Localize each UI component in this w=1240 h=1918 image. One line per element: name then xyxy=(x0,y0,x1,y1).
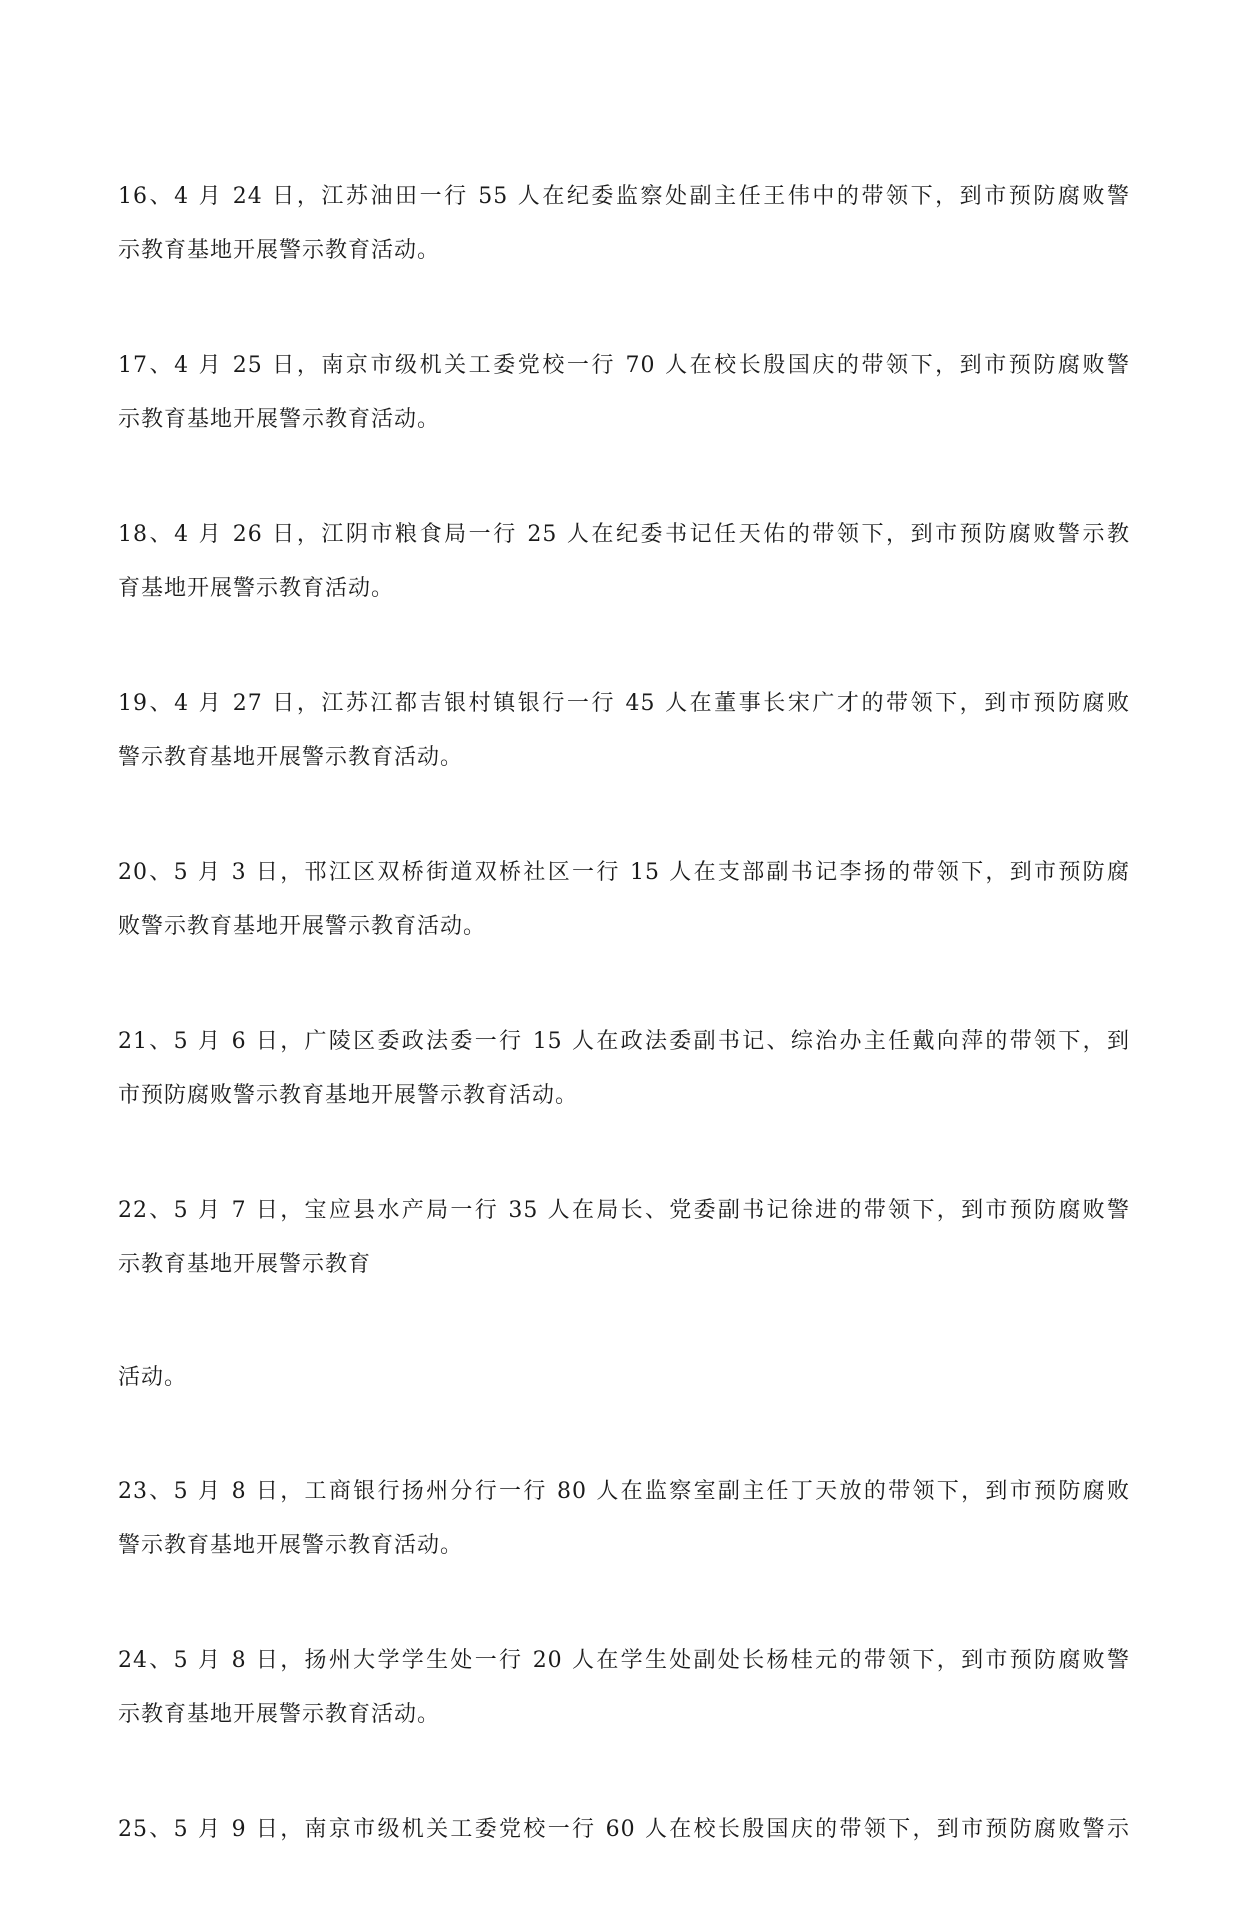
list-item-18 xyxy=(118,508,1130,616)
entry-line-1: 23、5 月 8 日，工商银行扬州分行一行 80 人在监察室副主任丁天放的带领下，到市预防腐败 xyxy=(118,1479,1130,1504)
list-item-25 xyxy=(118,1803,1130,1857)
entry-line-1: 19、4 月 27 日，江苏江都吉银村镇银行一行 45 人在董事长宋广才的带领下，到市预防腐败 xyxy=(118,691,1130,716)
entry-line-2: 败警示教育基地开展警示教育活动。 xyxy=(118,914,487,939)
entry-line-1: 21、5 月 6 日，广陵区委政法委一行 15 人在政法委副书记、综治办主任戴向萍的带领下，到 xyxy=(118,1029,1130,1054)
list-item-22 xyxy=(118,1184,1130,1292)
list-item-19 xyxy=(118,677,1130,785)
entry-line-2: 示教育基地开展警示教育活动。 xyxy=(118,407,441,432)
entry-line-2: 示教育基地开展警示教育活动。 xyxy=(118,1702,441,1727)
list-item-21 xyxy=(118,1015,1130,1123)
entry-line-2: 警示教育基地开展警示教育活动。 xyxy=(118,1533,464,1558)
entry-line-1: 20、5 月 3 日，邗江区双桥街道双桥社区一行 15 人在支部副书记李扬的带领下，到市预防腐 xyxy=(118,860,1130,885)
entry-line-2: 示教育基地开展警示教育 xyxy=(118,1252,372,1277)
entry-line-1: 18、4 月 26 日，江阴市粮食局一行 25 人在纪委书记任天佑的带领下，到市预防腐败警示教 xyxy=(118,522,1130,547)
entry-line-2: 市预防腐败警示教育基地开展警示教育活动。 xyxy=(118,1083,579,1108)
list-item-20 xyxy=(118,846,1130,954)
entry-line-1: 24、5 月 8 日，扬州大学学生处一行 20 人在学生处副处长杨桂元的带领下，到市预防腐败警 xyxy=(118,1648,1130,1673)
entry-line-2: 育基地开展警示教育活动。 xyxy=(118,576,395,601)
list-item-17 xyxy=(118,339,1130,447)
list-item-23 xyxy=(118,1465,1130,1573)
entry-line-2: 示教育基地开展警示教育活动。 xyxy=(118,238,441,263)
entry-line-2: 警示教育基地开展警示教育活动。 xyxy=(118,745,464,770)
entry-line-1: 22、5 月 7 日，宝应县水产局一行 35 人在局长、党委副书记徐进的带领下，到市预防腐败警 xyxy=(118,1198,1130,1223)
entry-line-1: 25、5 月 9 日，南京市级机关工委党校一行 60 人在校长殷国庆的带领下，到市预防腐败警示 xyxy=(118,1817,1130,1842)
entry-line-1: 16、4 月 24 日，江苏油田一行 55 人在纪委监察处副主任王伟中的带领下，到市预防腐败警 xyxy=(118,184,1130,209)
list-item-24 xyxy=(118,1634,1130,1742)
entry-continuation-line: 活动。 xyxy=(118,1365,188,1390)
document-page xyxy=(118,170,1130,1918)
entry-line-1: 17、4 月 25 日，南京市级机关工委党校一行 70 人在校长殷国庆的带领下，到市预防腐败警 xyxy=(118,353,1130,378)
list-item-22-continuation xyxy=(118,1351,1130,1405)
list-item-16 xyxy=(118,170,1130,278)
